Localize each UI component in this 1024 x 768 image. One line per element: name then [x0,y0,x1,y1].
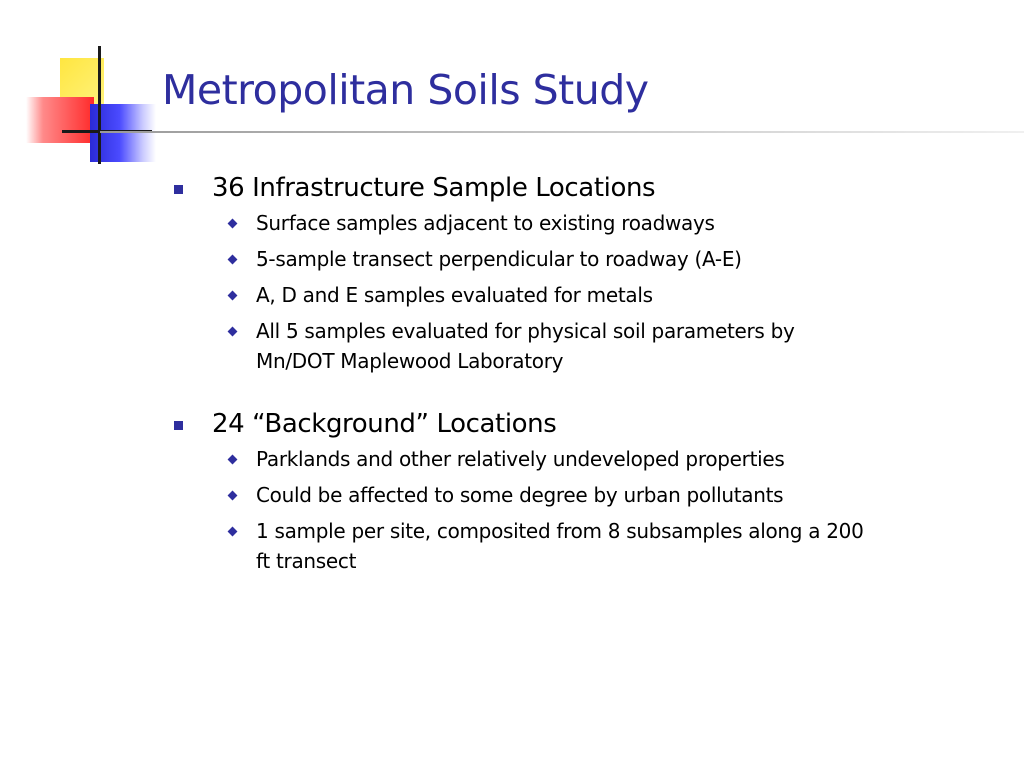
square-bullet-icon [174,185,183,194]
bullet-text: Parklands and other relatively undeveloped properties [256,447,785,471]
bullet-level2 [172,516,932,576]
slide-title: Metropolitan Soils Study [162,66,649,114]
bullet-text: Surface samples adjacent to existing roadways [256,211,715,235]
section-heading: 36 Infrastructure Sample Locations [212,173,656,203]
section-background [172,406,932,576]
diamond-bullet-icon [228,527,238,537]
diamond-bullet-icon [228,327,238,337]
bullet-text: A, D and E samples evaluated for metals [256,283,653,307]
diamond-bullet-icon [228,491,238,501]
decorative-squares-logo [0,0,170,175]
red-square [26,97,94,143]
bullet-text: Could be affected to some degree by urban pollutants [256,483,784,507]
bullet-level2 [172,480,932,510]
title-underline [100,131,1024,133]
square-bullet-icon [174,421,183,430]
bullet-text: 5-sample transect perpendicular to roadway (A-E) [256,247,742,271]
diamond-bullet-icon [228,219,238,229]
sub-bullet-list [172,208,932,376]
bullet-level1 [172,170,932,206]
bullet-level2 [172,316,932,376]
bullet-level2 [172,444,932,474]
sub-bullet-list [172,444,932,576]
bullet-level2 [172,244,932,274]
section-heading: 24 “Background” Locations [212,409,557,439]
section-infrastructure [172,170,932,376]
bullet-level2 [172,208,932,238]
bullet-text: 1 sample per site, composited from 8 subsamples along a 200 ft transect [256,519,864,573]
bullet-level2 [172,280,932,310]
bullet-text: All 5 samples evaluated for physical soil parameters by Mn/DOT Maplewood Laboratory [256,319,795,373]
diamond-bullet-icon [228,455,238,465]
vertical-line [98,46,101,164]
diamond-bullet-icon [228,291,238,301]
bullet-level1 [172,406,932,442]
diamond-bullet-icon [228,255,238,265]
slide-content [172,170,932,606]
